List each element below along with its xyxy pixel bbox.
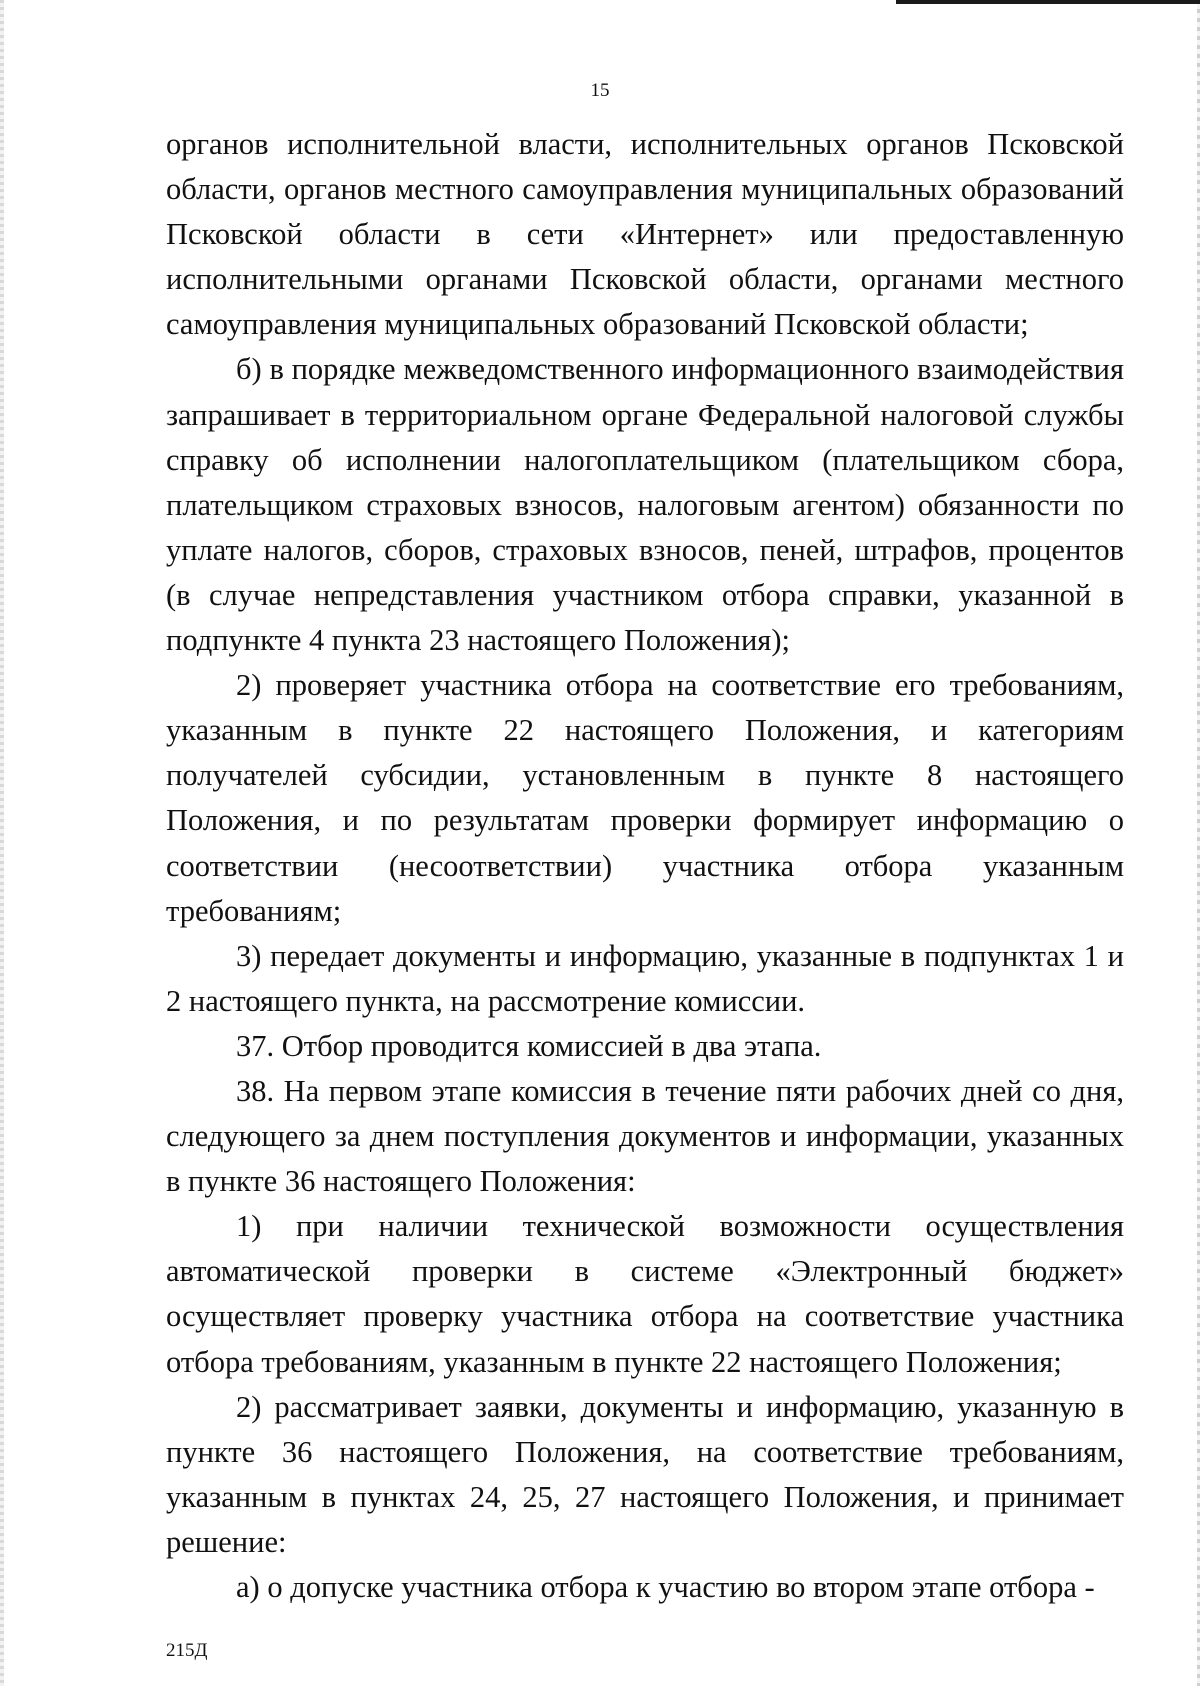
- paragraph: органов исполнительной власти, исполнительных органов Псковской области, органов местного самоуправления муниципальных образований Псковской области в сети «Интернет» или предоставленную исполнительными органами Псковской области, органами местного самоуправления муниципальных образований Псковской области;: [166, 127, 1124, 342]
- paragraph: 37. Отбор проводится комиссией в два этапа.: [236, 1028, 822, 1063]
- scan-edge-left: [0, 0, 4, 1686]
- document-code: 215Д: [166, 1640, 208, 1661]
- paragraph: 2) проверяет участника отбора на соответствие его требованиям, указанным в пункте 22 настоящего Положения, и категориям получателей субсидии, установленным в пункте 8 настоящего Положения, и по результатам проверки формирует информацию о соответствии (несоответствии) участника отбора указанным требованиям;: [166, 668, 1124, 928]
- paragraph: 38. На первом этапе комиссия в течение пяти рабочих дней со дня, следующего за днем поступления документов и информации, указанных в пункте 36 настоящего Положения:: [166, 1073, 1124, 1199]
- paragraph: а) о допуске участника отбора к участию во втором этапе отбора -: [236, 1570, 1095, 1604]
- page-number: 15: [590, 80, 610, 101]
- top-rule: [896, 0, 1200, 4]
- paragraph: б) в порядке межведомственного информационного взаимодействия запрашивает в территориальном органе Федеральной налоговой службы справку об исполнении налогоплательщиком (плательщиком сбора, плательщиком страховых взносов, налоговым агентом) обязанности по уплате налогов, сборов, страховых взносов, пеней, штрафов, процентов (в случае непредставления участником отбора справки, указанной в подпункте 4 пункта 23 настоящего Положения);: [166, 352, 1124, 658]
- paragraph: 1) при наличии технической возможности осуществления автоматической проверки в системе «Электронный бюджет» осуществляет проверку участника отбора на соответствие участника отбора требованиям, указанным в пункте 22 настоящего Положения;: [166, 1209, 1124, 1379]
- paragraph: 3) передает документы и информацию, указанные в подпунктах 1 и 2 настоящего пункта, на рассмотрение комиссии.: [166, 938, 1124, 1018]
- paragraph: 2) рассматривает заявки, документы и информацию, указанную в пункте 36 настоящего Положения, на соответствие требованиям, указанным в пунктах 24, 25, 27 настоящего Положения, и принимает решение:: [166, 1389, 1124, 1559]
- document-body: [166, 122, 1124, 1610]
